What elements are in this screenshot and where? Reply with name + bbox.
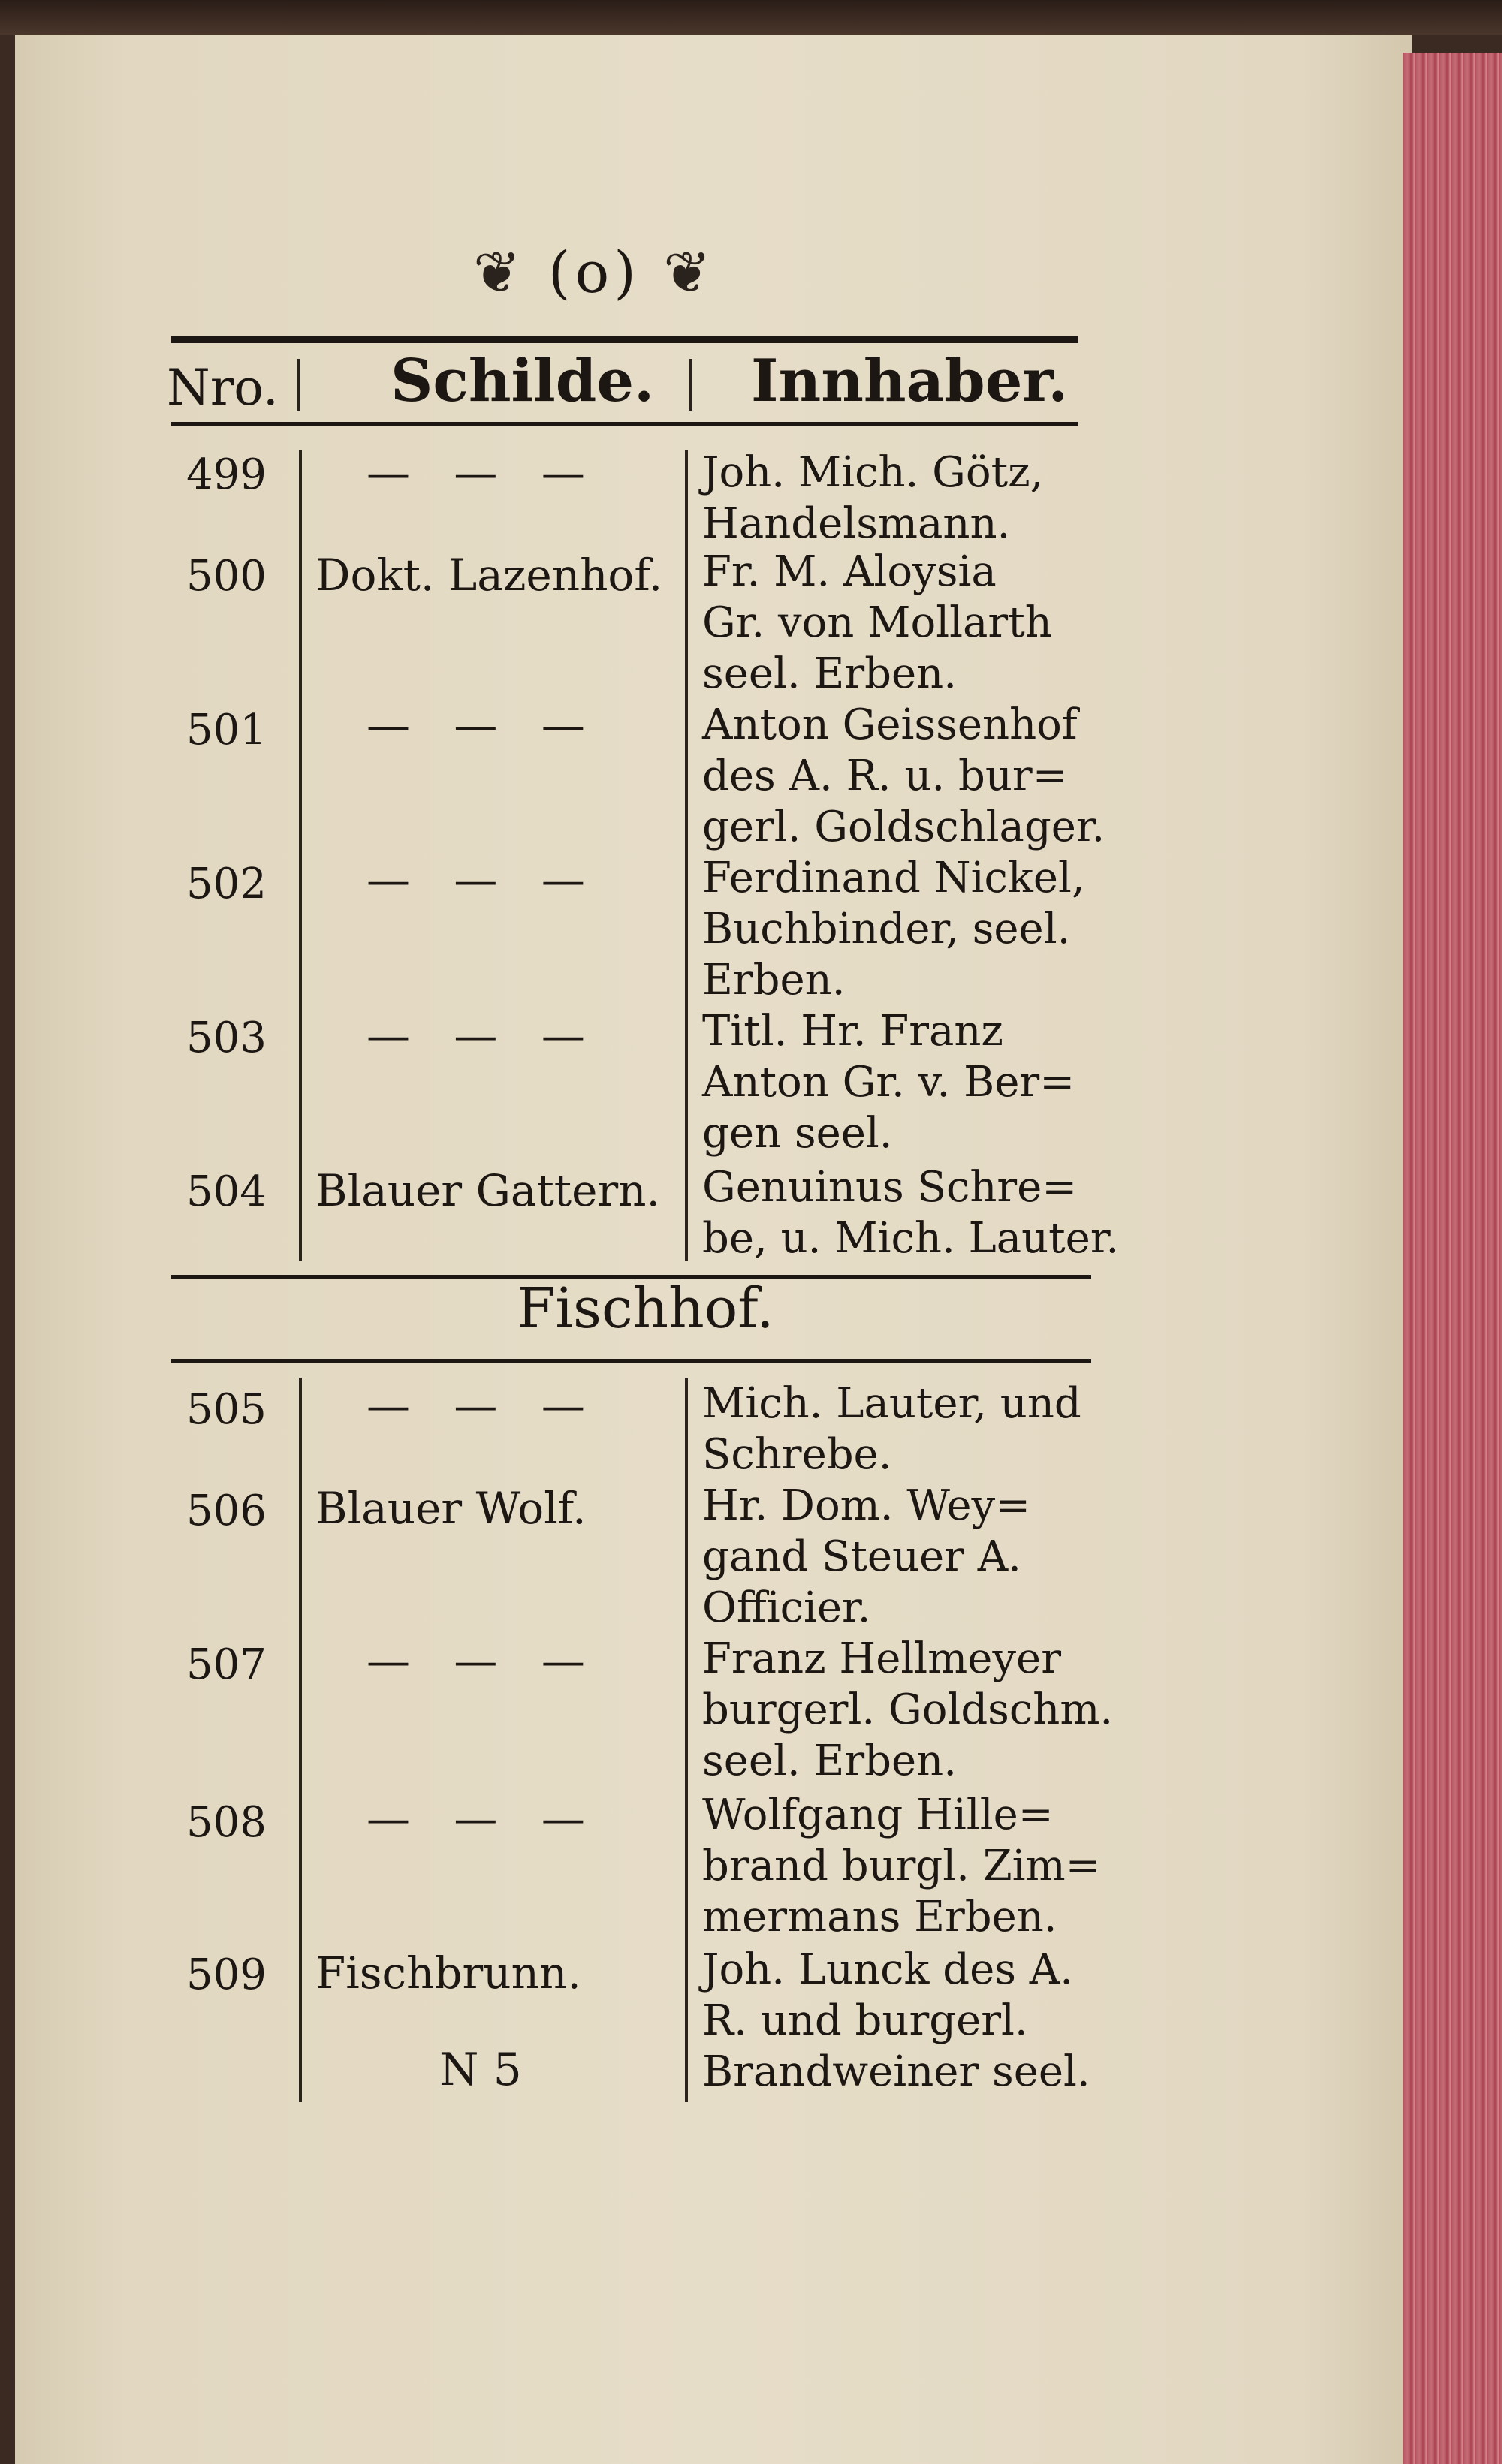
row-number: 503 <box>186 1014 267 1062</box>
top-rule <box>171 336 1078 343</box>
column-divider <box>299 1378 302 2102</box>
row-number: 505 <box>186 1385 267 1434</box>
row-number: 507 <box>186 1640 267 1689</box>
column-divider <box>299 450 302 1261</box>
column-header-schilde: Schilde. <box>391 347 655 415</box>
sign-name: — — — <box>366 447 600 499</box>
owner-name: Fr. M. Aloysia Gr. von Mollarth seel. Erben. <box>702 547 1052 698</box>
section-rule-bottom <box>171 1359 1091 1363</box>
sign-name: — — — <box>366 1380 600 1431</box>
sign-name: — — — <box>366 1010 600 1061</box>
row-number: 501 <box>186 706 267 755</box>
column-divider <box>685 450 688 1261</box>
owner-name: Wolfgang Hille= brand burgl. Zim= mermans Erben. <box>702 1791 1101 1941</box>
row-number: 502 <box>186 860 267 908</box>
column-divider <box>685 1378 688 2102</box>
page-number: (o) <box>547 239 641 306</box>
owner-name: Joh. Lunck des A. R. und burgerl. Brandweiner seel. <box>702 1945 1090 2096</box>
column-header-nr: Nro. <box>167 359 279 417</box>
header-divider <box>297 359 300 411</box>
signature-mark: N 5 <box>439 2044 522 2096</box>
sign-name: Blauer Gattern. <box>315 1165 660 1216</box>
page-edges <box>1403 53 1502 2464</box>
sign-name: — — — <box>366 1635 600 1686</box>
owner-name: Titl. Hr. Franz Anton Gr. v. Ber= gen seel. <box>702 1007 1075 1158</box>
header-rule <box>171 422 1078 426</box>
owner-name: Mich. Lauter, und Schrebe. <box>702 1379 1081 1479</box>
sign-name: Fischbrunn. <box>315 1947 581 1999</box>
ornament-left-icon: ❦ <box>473 239 526 306</box>
owner-name: Anton Geissenhof des A. R. u. bur= gerl. Goldschlager. <box>702 700 1105 851</box>
sign-name: Blauer Wolf. <box>315 1483 587 1534</box>
owner-name: Hr. Dom. Wey= gand Steuer A. Officier. <box>702 1481 1031 1632</box>
ornament-right-icon: ❦ <box>663 239 716 306</box>
row-number: 508 <box>186 1798 267 1847</box>
column-header-innhaber: Innhaber. <box>751 347 1069 415</box>
row-number: 509 <box>186 1950 267 1999</box>
row-number: 500 <box>186 552 267 601</box>
page-header <box>473 239 716 306</box>
row-number: 506 <box>186 1487 267 1535</box>
sign-name: — — — <box>366 700 600 751</box>
header-divider <box>689 359 692 411</box>
row-number: 504 <box>186 1167 267 1216</box>
owner-name: Joh. Mich. Götz, Handelsmann. <box>702 448 1044 548</box>
owner-name: Genuinus Schre= be, u. Mich. Lauter. <box>702 1163 1120 1263</box>
sign-name: — — — <box>366 854 600 905</box>
background-top <box>0 0 1502 35</box>
owner-name: Franz Hellmeyer burgerl. Goldschm. seel. Erben. <box>702 1634 1114 1785</box>
sign-name: Dokt. Lazenhof. <box>315 550 663 601</box>
section-title: Fischhof. <box>517 1276 774 1341</box>
sign-name: — — — <box>366 1793 600 1844</box>
owner-name: Ferdinand Nickel, Buchbinder, seel. Erben. <box>702 854 1085 1005</box>
row-number: 499 <box>186 450 267 499</box>
